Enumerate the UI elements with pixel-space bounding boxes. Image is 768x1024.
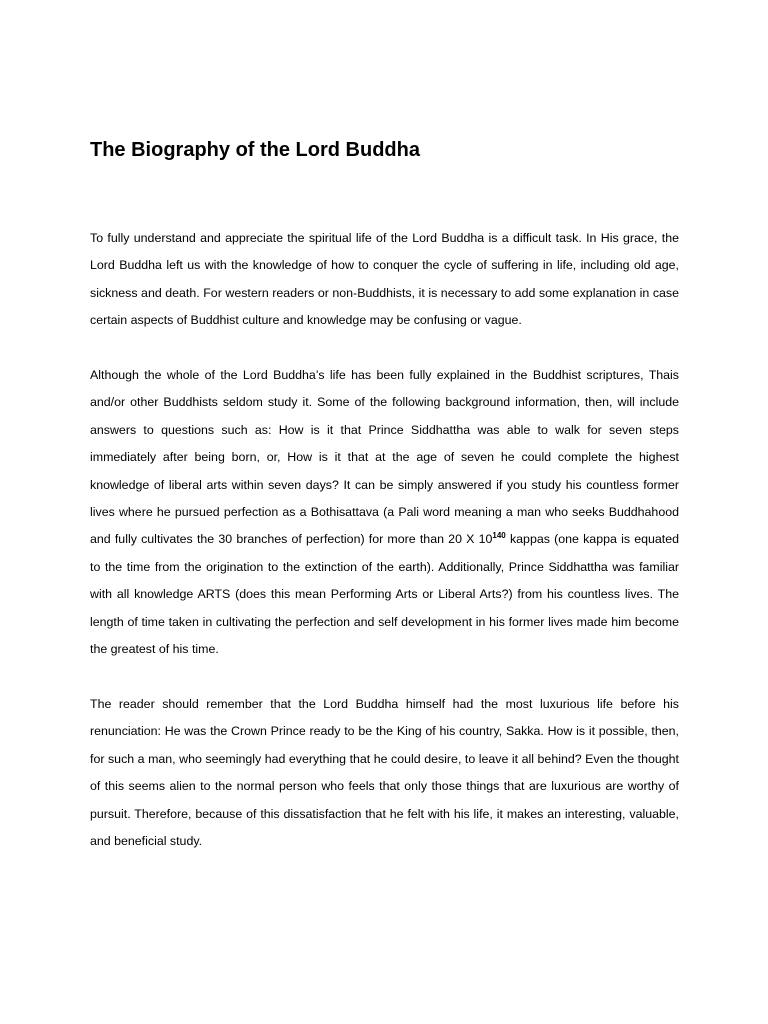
exponent-superscript: 140	[492, 531, 506, 541]
document-title: The Biography of the Lord Buddha	[90, 139, 420, 161]
paragraph-renunciation: The reader should remember that the Lord Buddha himself had the most luxurious life before his renunciation: He was the Crown Prince ready to be the King of his country, Sakka. How is it possible, then, for such a man, who seemingly had everything that he could desire, to leave it all behind? Even the thought of this seems alien to the normal person who feels that only those things that are luxurious are worthy of pursuit. Therefore, because of this dissatisfaction that he felt with his life, it makes an interesting, valuable, and beneficial study.	[90, 696, 679, 848]
paragraph-background-text-before: Although the whole of the Lord Buddha’s life has been fully explained in the Buddhist scriptures, Thais and/or other Buddhists seldom study it. Some of the following background information, then, will include answers to questions such as: How is it that Prince Siddhattha was able to walk for seven steps immediately after being born, or, How is it that at the age of seven he could complete the highest knowledge of liberal arts within seven days? It can be simply answered if you study his countless former lives where he pursued perfection as a Bothisattava (a Pali word meaning a man who seeks Buddhahood and fully cultivates the 30 branches of perfection) for more than 20 X 10	[90, 368, 679, 547]
paragraph-background-text-after: kappas (one kappa is equated to the time from the origination to the extinction of the earth). Additionally, Prince Siddhattha was familiar with all knowledge ARTS (does this mean Performing Arts or Liberal Arts?) from his countless lives. The length of time taken in cultivating the perfection and self development in his former lives made him become the greatest of his time.	[90, 532, 679, 657]
paragraph-background	[90, 362, 679, 663]
paragraph-intro: To fully understand and appreciate the spiritual life of the Lord Buddha is a difficult task. In His grace, the Lord Buddha left us with the knowledge of how to conquer the cycle of suffering in life, including old age, sickness and death. For western readers or non-Buddhists, it is necessary to add some explanation in case certain aspects of Buddhist culture and knowledge may be confusing or vague.	[90, 231, 679, 328]
document-body	[90, 225, 679, 855]
